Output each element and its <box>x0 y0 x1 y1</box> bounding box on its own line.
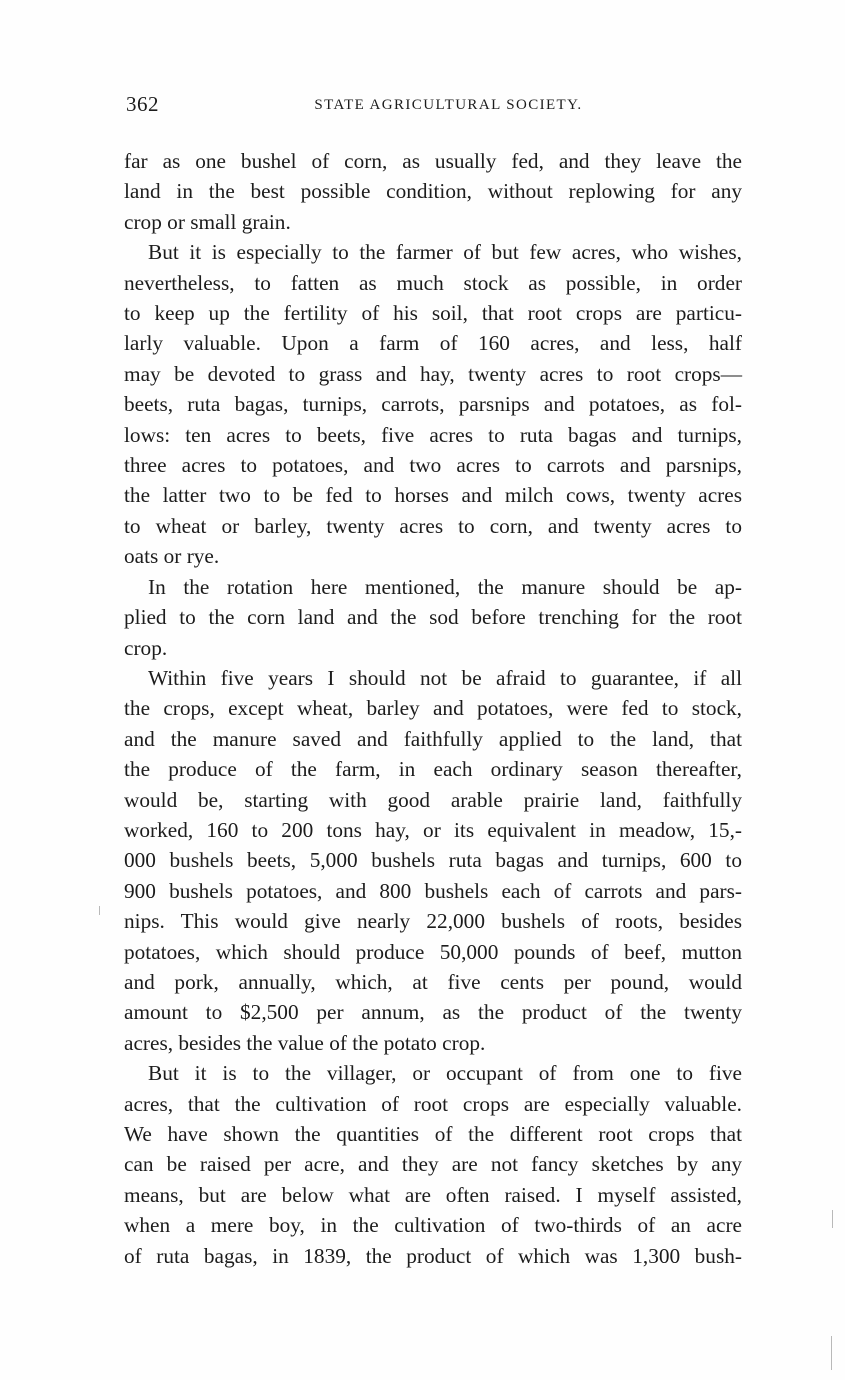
text-line: and the manure saved and faithfully applied to the land, that <box>124 726 742 751</box>
page-number: 362 <box>126 92 159 116</box>
text-line: 900 bushels potatoes, and 800 bushels each of carrots and pars- <box>124 878 742 903</box>
scan-artifact <box>99 906 100 915</box>
text-line: amount to $2,500 per annum, as the product of the twenty <box>124 1000 742 1025</box>
text-line: the latter two to be fed to horses and milch cows, twenty acres <box>124 483 742 508</box>
scan-artifact <box>832 1210 833 1228</box>
paragraph-2 <box>124 237 742 571</box>
text-line: worked, 160 to 200 tons hay, or its equivalent in meadow, 15,- <box>124 817 742 842</box>
text-line: plied to the corn land and the sod before trenching for the root <box>124 605 742 630</box>
text-line: three acres to potatoes, and two acres to carrots and parsnips, <box>124 453 742 478</box>
text-line: nips. This would give nearly 22,000 bushels of roots, besides <box>124 909 742 934</box>
text-line: can be raised per acre, and they are not fancy sketches by any <box>124 1152 742 1177</box>
text-line: may be devoted to grass and hay, twenty acres to root crops— <box>124 361 742 386</box>
body-text <box>124 146 742 1271</box>
paragraph-1 <box>124 146 742 237</box>
text-line: acres, besides the value of the potato crop. <box>124 1030 486 1055</box>
text-line: means, but are below what are often raised. I myself assisted, <box>124 1182 742 1207</box>
text-line: potatoes, which should produce 50,000 pounds of beef, mutton <box>124 939 742 964</box>
text-line: 000 bushels beets, 5,000 bushels ruta bagas and turnips, 600 to <box>124 848 742 873</box>
text-line: when a mere boy, in the cultivation of two-thirds of an acre <box>124 1213 742 1238</box>
text-line: We have shown the quantities of the different root crops that <box>124 1122 742 1146</box>
text-line: to keep up the fertility of his soil, that root crops are particu- <box>124 301 742 326</box>
text-line: larly valuable. Upon a farm of 160 acres, and less, half <box>124 331 742 356</box>
text-line: the produce of the farm, in each ordinary season thereafter, <box>124 757 742 782</box>
text-line: far as one bushel of corn, as usually fed, and they leave the <box>124 149 742 173</box>
paragraph-5 <box>124 1058 742 1271</box>
text-line: of ruta bagas, in 1839, the product of which was 1,300 bush- <box>124 1243 742 1268</box>
running-head <box>126 92 746 122</box>
text-line: land in the best possible condition, without replowing for any <box>124 179 742 204</box>
text-line: Within five years I should not be afraid to guarantee, if all <box>148 665 742 690</box>
text-line: oats or rye. <box>124 544 220 569</box>
running-title: STATE AGRICULTURAL SOCIETY. <box>314 97 583 113</box>
text-line: lows: ten acres to beets, five acres to ruta bagas and turnips, <box>124 422 742 447</box>
text-line: would be, starting with good arable prairie land, faithfully <box>124 787 742 812</box>
paragraph-4 <box>124 663 742 1058</box>
text-line: But it is especially to the farmer of but few acres, who wishes, <box>148 240 742 265</box>
text-line: and pork, annually, which, at five cents per pound, would <box>124 969 742 994</box>
paragraph-3 <box>124 572 742 663</box>
text-line: acres, that the cultivation of root crops are especially valuable. <box>124 1091 742 1116</box>
scan-artifact <box>831 1336 832 1370</box>
text-line: In the rotation here mentioned, the manure should be ap- <box>148 574 742 599</box>
text-line: to wheat or barley, twenty acres to corn, and twenty acres to <box>124 513 742 538</box>
text-line: But it is to the villager, or occupant of from one to five <box>148 1061 742 1086</box>
text-line: crop. <box>124 635 168 660</box>
text-line: the crops, except wheat, barley and potatoes, were fed to stock, <box>124 696 742 721</box>
text-line: nevertheless, to fatten as much stock as possible, in order <box>124 270 742 295</box>
text-line: crop or small grain. <box>124 209 291 234</box>
text-line: beets, ruta bagas, turnips, carrots, parsnips and potatoes, as fol- <box>124 392 742 417</box>
